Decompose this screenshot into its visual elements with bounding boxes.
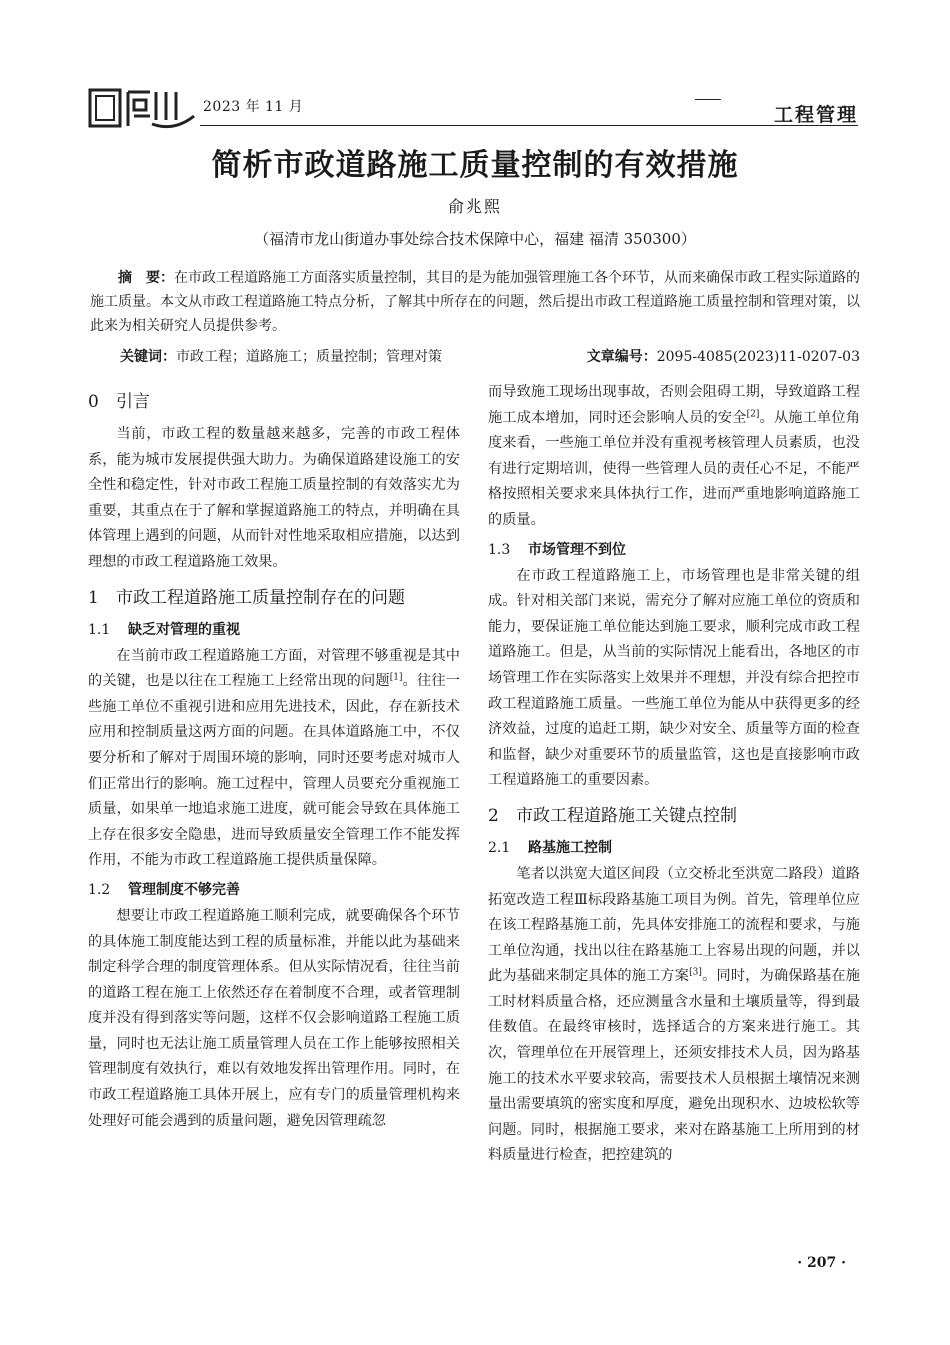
section-heading — [88, 388, 460, 416]
paragraph-text: 。从施工单位角度来看，一些施工单位并没有重视考核管理人员素质，也没有进行定期培训，使得一些管理人员的责任心不足，不能严格按照相关要求来具体执行工作，进而严重地影响道路施工的质量。 — [488, 409, 860, 528]
paragraph-text: 在当前市政工程道路施工方面，对管理不够重视是其中的关键，也是以往在工程施工上经常出现的问题 — [88, 647, 460, 690]
abstract — [90, 266, 860, 338]
paragraph-text: 。同时，为确保路基在施工时材料质量合格，还应测量含水量和土壤质量等，得到最佳数值。在最终审核时，选择适合的方案来进行施工。其次，管理单位在开展管理上，还须安排技术人员，因为路基施工的技术水平要求较高，需要技术人员根据土壤情况来测量出需要填筑的密实度和厚度，避免出现积水、边坡松软等问题。同时，根据施工要求，来对在路基施工上所用到的材料质量进行检查，把控建筑的 — [488, 968, 860, 1164]
section-title: 市政工程道路施工质量控制存在的问题 — [116, 587, 405, 608]
section-label: 工程管理 — [773, 104, 858, 126]
author-affiliation: （福清市龙山街道办事处综合技术保障中心，福建 福清 350300） — [254, 230, 696, 248]
subsection-title: 路基施工控制 — [528, 839, 612, 856]
abstract-text: 在市政工程道路施工方面落实质量控制，其目的是为能加强管理施工各个环节，从而来确保市政工程实际道路的施工质量。本文从市政工程道路施工特点分析，了解其中所存在的问题，然后提出市政工程道路施工质量控制和管理对策，以此来为相关研究人员提供参考。 — [90, 270, 860, 334]
section-number: 2 — [488, 805, 499, 826]
journal-logo — [88, 86, 198, 132]
paragraph: 在市政工程道路施工上，市场管理也是非常关键的组成。针对相关部门来说，需充分了解对应施工单位的资质和能力，要保证施工单位能达到施工要求，顺利完成市政工程道路施工。但是，从当前的实际情况上能看出，各地区的市场管理工作在实际落实上效果并不理想，并没有综合把控市政工程道路施工质量。一些施工单位为能从中获得更多的经济效益，过度的追赶工期，缺少对安全、质量等方面的检查和监督，缺少对重要环节的质量监管，这也是直接影响市政工程道路施工的重要因素。 — [488, 567, 860, 789]
citation-ref: [1] — [389, 672, 403, 683]
subsection-heading — [488, 836, 860, 860]
article-number-label: 文章编号： — [586, 349, 657, 365]
paragraph: 当前，市政工程的数量越来越多，完善的市政工程体系，能为城市发展提供强大助力。为确保道路建设施工的安全性和稳定性，针对市政工程施工质量控制的有效落实尤为重要，其重点在于了解和掌握道路施工的特点，并明确在具体管理上遇到的问题，从而针对性地采取相应措施，以达到理想的市政工程道路施工效果。 — [88, 426, 460, 570]
keywords-text: 市政工程；道路施工；质量控制；管理对策 — [176, 349, 442, 365]
article-number — [587, 346, 860, 366]
citation-ref: [2] — [746, 408, 760, 419]
paragraph-text: 。往往一些施工单位不重视引进和应用先进技术，因此，存在新技术应用和控制质量这两方面的问题。在具体道路施工中，不仅要分析和了解对于周围环境的影响，同时还要考虑对城市人们正常出行的影响。施工过程中，管理人员要充分重视施工质量，如果单一地追求施工进度，就可能会导致在具体施工上存在很多安全隐患，进而导致质量安全管理工作不能发挥作用，不能为市政工程道路施工提供质量保障。 — [88, 673, 460, 869]
subsection-heading — [88, 618, 460, 642]
left-column — [88, 380, 460, 1134]
section-heading — [88, 584, 460, 612]
paragraph: 想要让市政工程道路施工顺利完成，就要确保各个环节的具体施工制度能达到工程的质量标准，并能以此为基础来制定科学合理的制度管理体系。但从实际情况看，往往当前的道路工程在施工上依然还存在着制度不合理，或者管理制度并没有得到落实等问题，这样不仅会影响道路工程施工质量，同时也无法让施工质量管理人员在工作上能够按照相关管理制度有效执行，难以有效地发挥出管理作用。同时，在市政工程道路施工具体开展上，应有专门的质量管理机构来处理好可能会遇到的质量问题，避免因管理疏忽 — [88, 907, 460, 1129]
subsection-title: 缺乏对管理的重视 — [128, 621, 240, 638]
author-name: 俞兆熙 — [447, 197, 502, 216]
paragraph-text: 笔者以洪宽大道区间段（立交桥北至洪宽二路段）道路拓宽改造工程Ⅲ标段路基施工项目为例。首先，管理单位应在该工程路基施工前，先具体安排施工的流程和要求，与施工单位沟通，找出以往在路基施工上容易出现的问题，并以此为基础来制定具体的施工方案 — [488, 865, 860, 985]
paragraph-continued — [488, 380, 860, 534]
abstract-label: 摘 要： — [118, 270, 174, 286]
page-number: · 207 · — [797, 1255, 846, 1271]
subsection-heading — [88, 878, 460, 902]
right-column — [488, 380, 860, 1169]
subsection-title: 市场管理不到位 — [528, 541, 626, 558]
section-title: 市政工程道路施工关键点控制 — [516, 805, 737, 826]
section-number: 1 — [88, 587, 99, 608]
paragraph-text: 而导致施工现场出现事故，否则会阻碍工期，导致道路工程施工成本增加，同时还会影响人员的安全 — [488, 384, 860, 426]
keywords-row — [120, 346, 860, 366]
subsection-number: 1.3 — [488, 541, 511, 558]
header-rule — [200, 125, 858, 126]
subsection-number: 2.1 — [488, 839, 511, 856]
header-rule-slant — [673, 99, 722, 126]
keywords-label: 关键词： — [120, 349, 176, 365]
article-number-value: 2095-4085(2023)11-0207-03 — [656, 349, 860, 365]
subsection-heading — [488, 538, 860, 562]
citation-ref: [3] — [689, 967, 702, 978]
section-title: 引言 — [116, 392, 150, 412]
subsection-title: 管理制度不够完善 — [128, 881, 240, 898]
paragraph — [88, 644, 460, 874]
subsection-number: 1.1 — [88, 621, 111, 638]
section-heading — [488, 802, 860, 830]
paragraph — [488, 862, 860, 1169]
paper-title: 简析市政道路施工质量控制的有效措施 — [211, 148, 739, 183]
section-number: 0 — [88, 392, 99, 412]
subsection-number: 1.2 — [88, 881, 111, 898]
issue-date: 2023 年 11 月 — [203, 99, 304, 115]
journal-logo-graphic — [88, 86, 198, 132]
